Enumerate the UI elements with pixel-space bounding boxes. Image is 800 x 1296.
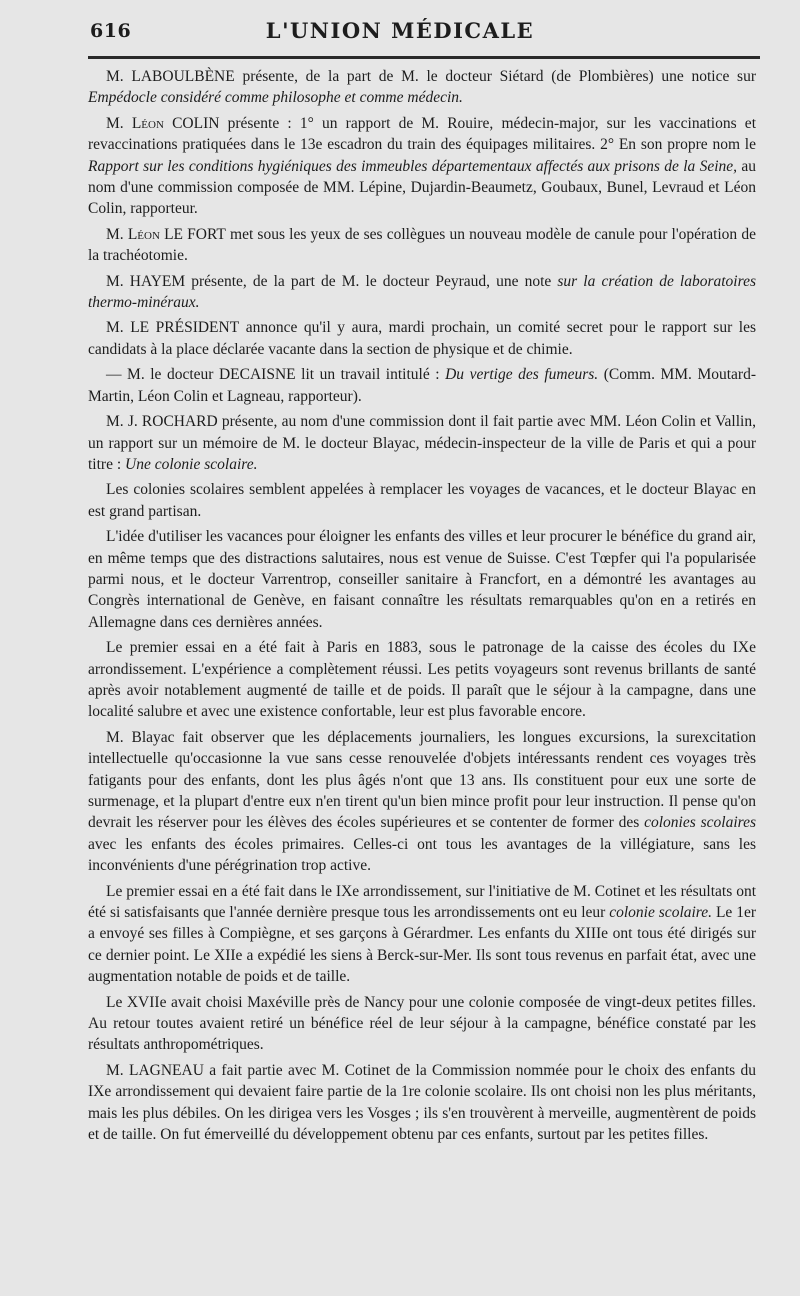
speaker-name: LABOULBÈNE — [131, 68, 235, 85]
paragraph-colonies: Les colonies scolaires semblent appelées à remplacer les voyages de vacances, et le docteur Blayac en est grand partisan. — [88, 481, 756, 520]
paragraph-text: annonce qu'il y aura, mardi prochain, un comité secret pour le rapport sur les candidats à la place déclarée vacante dans la section de physique et de chimie. — [88, 319, 756, 358]
journal-title: L'UNION MÉDICALE — [265, 18, 535, 43]
italic-term: colonies scolaires — [644, 814, 756, 832]
paragraph-rochard: M. J. ROCHARD présente, au nom d'une commission dont il fait partie avec MM. Léon Colin et Vallin, un rapport sur un mémoire de M. le docteur Blayac, médecin-inspecteur de la ville de Paris et qui a pour titre : Une colonie scolaire. — [88, 413, 756, 473]
speaker-name: J. ROCHARD — [127, 413, 218, 431]
paragraph-text: présente : 1° un rapport de M. Rouire, médecin-major, sur les vaccinations et revaccinations pratiquées dans le 13e escadron du train des équipages militaires. 2° En son propre nom le — [88, 114, 756, 154]
paragraph-text: avec les enfants des écoles primaires. Celles-ci ont tous les avantages de la villégiature, sans les inconvénients d'une pérégrination trop active. — [88, 835, 756, 875]
speaker-name: LAGNEAU — [128, 1061, 204, 1079]
page-number: 616 — [90, 20, 132, 42]
paragraph-hayem: M. HAYEM présente, de la part de M. le docteur Peyraud, une note sur la création de laboratoires thermo-minéraux. — [88, 272, 756, 312]
paragraph-lagneau — [88, 1060, 756, 1146]
speaker-name: Léon COLIN — [131, 114, 220, 132]
paragraph-text: au nom d'une commission composée de MM. Lépine, Dujardin-Beaumetz, Goubaux, Bunel, Levraud et Léon Colin, rapporteur. — [88, 157, 756, 218]
paragraph-text: présente, de la part de M. le docteur Siétard (de Plombières) une notice sur — [234, 68, 756, 85]
paragraph-text: présente, au nom d'une commission dont il fait partie avec MM. Léon Colin et Vallin, un rapport sur un mémoire de M. le docteur Blayac, médecin-inspecteur de la ville de Paris et qui a pour titre : — [88, 413, 756, 473]
paragraph-text: Le 1er a envoyé ses filles à Compiègne, et ses garçons à Gérardmer. Les enfants du XIIIe ont tous été dirigés sur ce dernier point. Le XIIe a expédié les siens à Berck-sur-Mer. Ils sont tous revenus en parfait état, avec une augmentation notable de poids et de taille. — [88, 904, 757, 986]
italic-term: colonie scolaire. — [609, 904, 713, 922]
header-rule — [88, 56, 760, 59]
paragraph-le-fort: M. Léon LE FORT met sous les yeux de ses collègues un nouveau modèle de canule pour l'opération de la trachéotomie. — [88, 225, 756, 265]
italic-title: Une colonie scolaire. — [125, 455, 258, 473]
paragraph-text: met sous les yeux de ses collègues un nouveau modèle de canule pour l'opération de la trachéotomie. — [88, 225, 756, 265]
paragraph-text: (Comm. MM. Moutard-Martin, Léon Colin et Lagneau, rapporteur). — [88, 366, 757, 405]
paragraph-blayac — [88, 727, 756, 877]
article-body — [88, 66, 756, 1150]
italic-title: Empédocle considéré comme philosophe et comme médecin. — [88, 89, 463, 107]
italic-title: Rapport sur les conditions hygiéniques des immeubles départementaux affectés aux prisons de la Seine, — [88, 157, 738, 175]
paragraph-laboulbene: M. LABOULBÈNE présente, de la part de M. le docteur Siétard (de Plombières) une notice sur Empédocle considéré comme philosophe et comme médecin. — [88, 68, 756, 107]
paragraph-text: M. — [106, 1061, 129, 1079]
italic-title: Du vertige des fumeurs. — [445, 366, 599, 384]
speaker-name: LE PRÉSIDENT — [130, 319, 240, 337]
paragraph-idee: L'idée d'utiliser les vacances pour éloigner les enfants des villes et leur procurer le bénéfice du grand air, en même temps que des distractions salutaires, nous est venue de Suisse. C'est Tœpfer qui l'a popularisée parmi nous, et le docteur Varrentrop, conseiller sanitaire à Francfort, en a démontré les avantages au Congrès international de Genève, en faisant connaître les résultats remarquables qu'on en a retirés en Allemagne dans ces dernières années. — [88, 528, 756, 631]
paragraph-text: — M. le docteur — [106, 366, 219, 384]
paragraph-premier-essai-paris: Le premier essai en a été fait à Paris en 1883, sous le patronage de la caisse des écoles du IXe arrondissement. L'expérience a complètement réussi. Les petits voyageurs sont revenus brillants de santé après avoir notablement augmenté de taille et de poids. Il paraît que le séjour à la campagne, dans une localité salubre et avec une existence confortable, leur est plus favorable encore. — [88, 639, 756, 721]
paragraph-text: M. Blayac fait observer que les déplacements journaliers, les longues excursions, la surexcitation intellectuelle qu'occasionne la vue sans cesse renouvelée d'objets intéressants rendent ces voyages très fatigants pour des enfants, dont les plus âgés n'ont que 13 ans. Ils constituent pour eux une sorte de surmenage, et la plupart d'entre eux n'en tirent qu'un bien mince profit pour leur instruction. Il pense qu'on devrait les réserver pour les élèves des écoles supérieures et se contenter de former des — [88, 728, 756, 832]
paragraph-text: Le premier essai en a été fait dans le IXe arrondissement, sur l'initiative de M. Cotinet et les résultats ont été si satisfaisants que l'année dernière presque tous les arrondissements ont eu leur — [88, 882, 756, 922]
paragraph-president: M. LE PRÉSIDENT annonce qu'il y aura, mardi prochain, un comité secret pour le rapport sur les candidats à la place déclarée vacante dans la section de physique et de chimie. — [88, 319, 756, 358]
paragraph-text: a fait partie avec M. Cotinet de la Commission nommée pour le choix des enfants du IXe arrondissement qui devaient faire partie de la 1re colonie scolaire. Ils ont choisi non les plus méritants, mais les plus débiles. On les dirigea vers les Vosges ; ils s'en trouvèrent à merveille, augmentèrent de poids et de taille. On fut émerveillé du développement obtenu par ces enfants, surtout par les petites filles. — [88, 1061, 756, 1144]
paragraph-xvii: Le XVIIe avait choisi Maxéville près de Nancy pour une colonie composée de vingt-deux petites filles. Au retour toutes avaient retiré un bénéfice réel de leur séjour à la campagne, bénéfice constaté par les résultats anthropométriques. — [88, 993, 756, 1054]
speaker-name: Léon LE FORT — [127, 225, 226, 243]
speaker-name: DECAISNE — [218, 366, 296, 384]
paragraph-text: présente, de la part de M. le docteur Peyraud, une note — [185, 272, 558, 290]
paragraph-text: lit un travail intitulé : — [295, 366, 446, 384]
paragraph-premier-essai-ix — [88, 881, 756, 988]
page-header — [0, 14, 800, 44]
paragraph-colin: M. Léon COLIN présente : 1° un rapport de M. Rouire, médecin-major, sur les vaccinations et revaccinations pratiquées dans le 13e escadron du train des équipages militaires. 2° En son propre nom le Rapport sur les conditions hygiéniques des immeubles départementaux affectés aux prisons de la Seine, au nom d'une commission composée de MM. Lépine, Dujardin-Beaumetz, Goubaux, Bunel, Levraud et Léon Colin, rapporteur. — [88, 114, 756, 218]
italic-title: sur la création de laboratoires thermo-minéraux. — [88, 272, 756, 312]
paragraph-decaisne — [88, 364, 756, 407]
speaker-name: HAYEM — [129, 272, 186, 290]
